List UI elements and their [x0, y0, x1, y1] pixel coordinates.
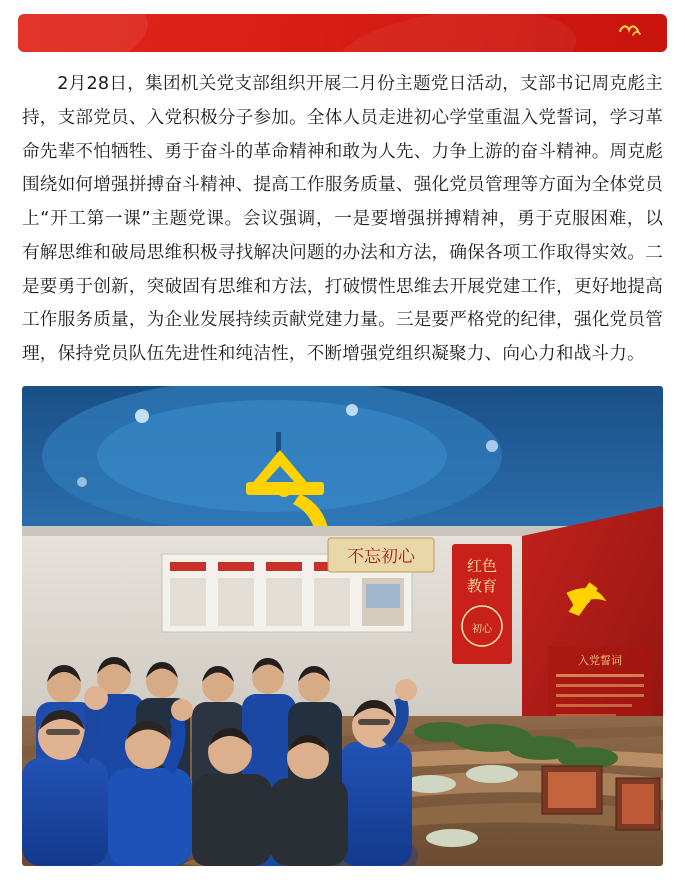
svg-text:不忘初心: 不忘初心: [347, 546, 415, 567]
svg-text:教育: 教育: [466, 576, 498, 595]
article-photo: [22, 386, 663, 866]
red-scroll-plaque: [452, 544, 512, 664]
article-paragraph: 2月28日，集团机关党支部组织开展二月份主题党日活动，支部书记周克彪主持，支部党员、入党积极分子参加。全体人员走进初心学堂重温入党誓词，学习革命先辈不怕牺牲、勇于奋斗的革命精神和敢为人先、力争上游的奋斗精神。周克彪围绕如何增强拼搏奋斗精神、提高工作服务质量、强化党员管理等方面为全体党员上“开工第一课”主题党课。会议强调，一是要增强拼搏精神，勇于克服困难，以有解思维和破局思维积极寻找解决问题的办法和方法，确保各项工作取得实效。二是要勇于创新，突破固有思维和方法，打破惯性思维去开展党建工作，更好地提高工作服务质量，为企业发展持续贡献党建力量。三是要严格党的纪律，强化党员管理，保持党员队伍先进性和纯洁性，不断增强党组织凝聚力、向心力和战斗力。: [22, 74, 663, 365]
svg-text:入党誓词: 入党誓词: [578, 653, 622, 667]
banner-swoosh-decoration-secondary: [333, 14, 580, 52]
photo-illustration: [22, 386, 663, 866]
birds-icon: [619, 23, 645, 39]
svg-text:初心: 初心: [472, 623, 492, 635]
document-page: [0, 14, 685, 896]
svg-text:红色: 红色: [466, 556, 498, 575]
article-body: [22, 68, 663, 372]
wall-banner-plaque: [328, 538, 434, 572]
banner-swoosh-decoration: [18, 14, 156, 52]
header-banner: [18, 14, 667, 52]
